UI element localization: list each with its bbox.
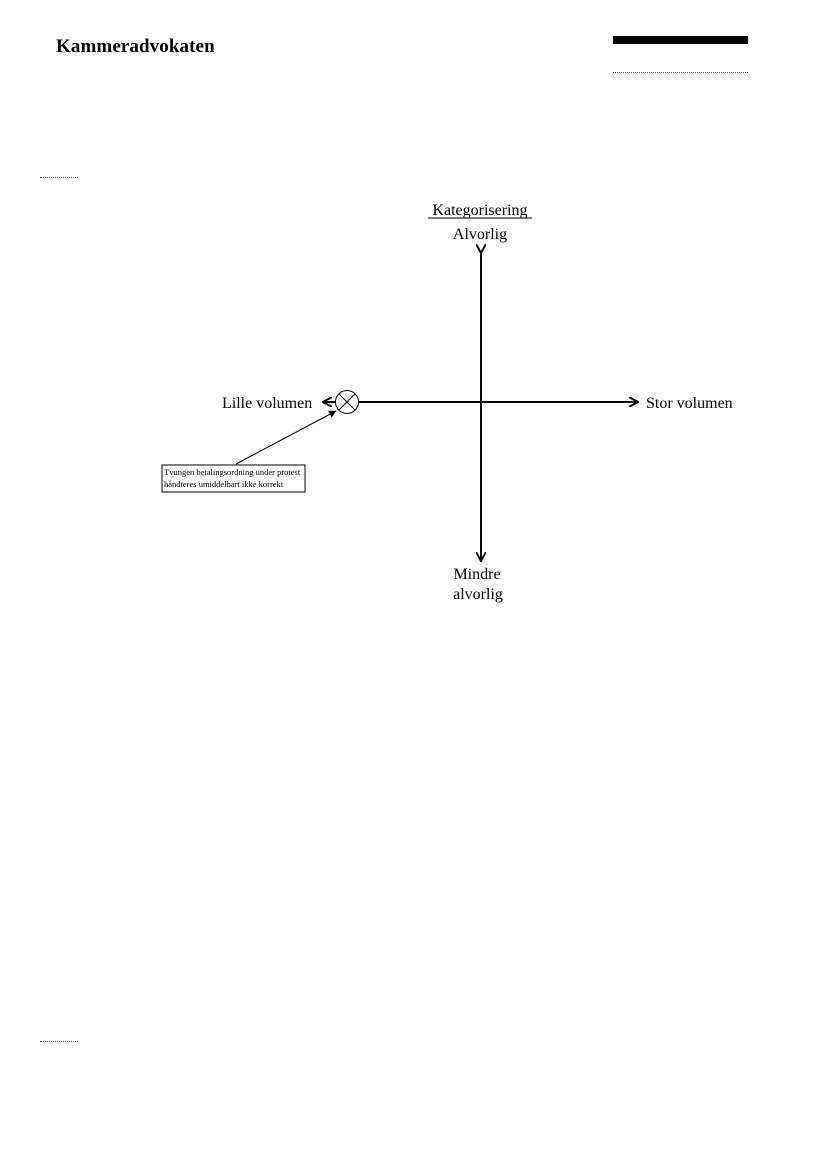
annotation-pointer-arrow xyxy=(236,411,336,464)
circled-x-marker xyxy=(336,391,359,414)
axis-label-bottom-line2: alvorlig xyxy=(453,586,503,603)
annotation-text-line1: Tvungen betalingsordning under protest xyxy=(164,467,301,477)
annotation-text-line2: håndteres umiddelbart ikke korrekt xyxy=(164,479,284,489)
axis-label-bottom-line1: Mindre xyxy=(453,566,501,583)
axis-label-right: Stor volumen xyxy=(646,395,733,412)
axis-label-left: Lille volumen xyxy=(222,395,313,412)
axis-label-top: Alvorlig xyxy=(452,226,508,243)
brand-title: Kammeradvokaten xyxy=(56,36,215,57)
diagram-title: Kategorisering xyxy=(432,202,528,219)
